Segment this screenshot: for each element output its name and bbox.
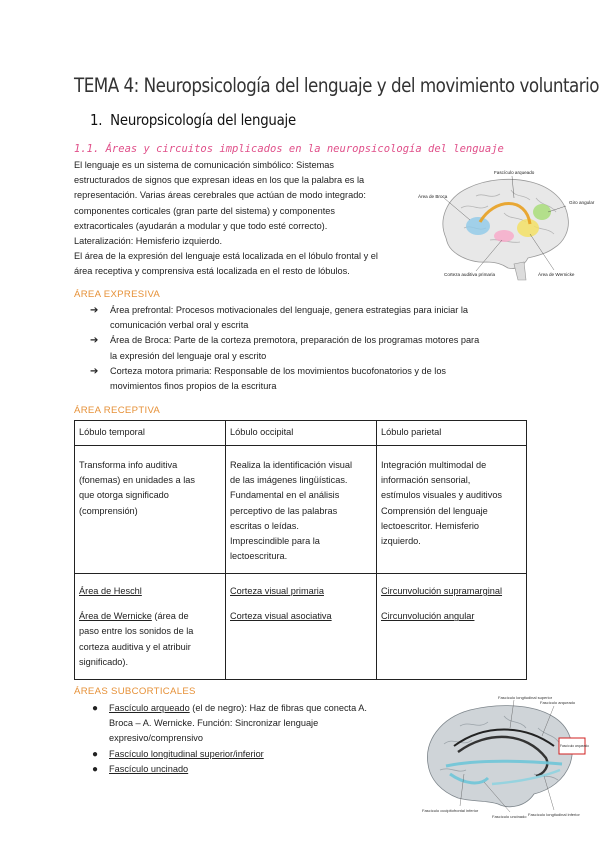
table-header-cell: Lóbulo temporal [75,421,226,446]
wernicke-link[interactable]: Área de Wernicke [79,611,152,622]
uncinate-link[interactable]: Fascículo uncinado [109,763,189,774]
expresiva-list [90,303,530,394]
table-cell [226,574,377,680]
arrow-icon: ➔ [90,335,99,347]
cell-line: Fundamental en el análisis [230,490,340,501]
list-item-text: la expresión del lenguaje oral y escrito [110,350,267,361]
intro-line: componentes corticales (gran parte del sistema) y componentes [74,205,335,216]
list-item [92,762,412,777]
intro-line: El área de la expresión del lenguaje está localizada en el lóbulo frontal y el [74,251,378,262]
table-row [75,421,527,446]
table-cell [75,446,226,574]
visual-primary-link[interactable]: Corteza visual primaria [230,586,324,596]
supramarginal-link[interactable]: Circunvolución supramarginal [381,586,503,596]
section-heading-receptiva: ÁREA RECEPTIVA [74,405,161,416]
cell-line: Comprensión del lenguaje [381,505,488,516]
intro-line: área receptiva y comprensiva está localizada en el resto de lóbulos. [74,266,350,277]
list-item-text: movimientos finos propios de la escritura [110,381,277,392]
list-item-text: comunicación verbal oral y escrita [110,320,249,331]
page-title: TEMA 4: Neuropsicología del lenguaje y del movimiento voluntario [74,74,600,97]
cell-line: Transforma info auditiva [79,460,178,470]
table-row [75,446,527,574]
intro-line: estructurados de signos que expresan ideas en los que la palabra es la [74,175,365,186]
cell-line: (fonemas) en unidades a las [79,475,195,486]
intro-line: Lateralización: Hemisferio izquierdo. [74,236,223,247]
list-item [90,364,530,394]
table-cell [377,574,527,680]
list-item-text: expresivo/comprensivo [109,733,203,744]
longitudinal-link[interactable]: Fascículo longitudinal superior/inferior [109,748,264,759]
cell-line: escritas o leídas. [230,520,299,531]
arcuate-link[interactable]: Fascículo arqueado [109,703,190,713]
label-fasciculus: Fascículo arqueado [494,170,535,175]
cell-line: estímulos visuales y auditivos [381,490,503,501]
label-bottom-left: Fascículo occipitofrontal inferior [422,808,479,813]
brain-outline [443,179,568,268]
list-item-text [109,701,412,716]
list-item-text-rest: (el de negro): Haz de fibras que conecta A. [189,703,367,713]
table-cell [377,446,527,574]
cell-line [79,609,221,624]
cell-line: lectoescritura. [230,551,288,562]
section-heading-expresiva: ÁREA EXPRESIVA [74,289,161,300]
cell-line: Integración multimodal de [381,460,487,470]
arrow-icon: ➔ [90,305,99,316]
brain-stem [514,262,526,280]
auditory-cortex [494,230,514,242]
list-item [90,333,530,363]
intro-line: El lenguaje es un sistema de comunicación simbólico: Sistemas [74,160,334,170]
brain-outline [427,706,572,807]
label-top: Fascículo longitudinal superior [498,695,553,700]
arrow-icon: ➔ [90,365,99,377]
subsection-heading: 1.1. Áreas y circuitos implicados en la neuropsicología del lenguaje [74,143,504,155]
table-header-cell: Lóbulo occipital [226,421,377,446]
angular-link[interactable]: Circunvolución angular [381,611,475,622]
table-header-cell: Lóbulo parietal [377,421,527,446]
label-auditory: Corteza auditiva primaria [444,272,496,277]
section-heading-subcorticales: ÁREAS SUBCORTICALES [74,686,196,697]
label-bottom-right: Fascículo longitudinal inferior [528,812,580,817]
cell-line: información sensorial, [381,475,471,486]
section-title: Neuropsicología del lenguaje [110,111,296,129]
bullet-icon: ● [92,763,99,775]
heschl-link[interactable]: Área de Heschl [79,586,142,596]
subcorticales-list [92,701,412,777]
bullet-icon: ● [92,703,99,714]
label-angular: Giro angular [569,200,595,205]
brain-language-areas-figure [416,168,595,283]
list-item [92,701,412,747]
table-cell [75,574,226,680]
cell-line: significado). [79,656,129,667]
bullet-icon: ● [92,748,99,760]
list-item [92,747,412,762]
cell-line: izquierdo. [381,536,421,547]
list-item-text: Área prefrontal: Procesos motivacionales del lenguaje, genera estrategias para iniciar la [110,305,469,315]
section-heading [90,111,296,129]
cell-line: lectoescritor. Hemisferio [381,520,480,531]
visual-associative-link[interactable]: Corteza visual asociativa [230,611,332,622]
table-row [75,574,527,680]
receptiva-table [74,420,527,680]
intro-line: representación. Varias áreas cerebrales que actúan de modo integrado: [74,190,366,201]
cell-text: (área de [151,611,189,622]
table-cell [226,446,377,574]
cell-line: de las imágenes lingüísticas. [230,475,348,486]
wernicke-area [517,219,539,237]
list-item [90,303,530,333]
list-item-text: Broca – A. Wernicke. Función: Sincronizar lenguaje [109,718,319,729]
cell-line: que otorga significado [79,490,169,501]
cell-line: perceptivo de las palabras [230,505,338,516]
cell-line: (comprensión) [79,505,138,516]
label-box: Fascículo arqueado [560,744,589,748]
label-bottom-mid: Fascículo uncinado [492,814,527,819]
cell-line: corteza auditiva y el atribuir [79,641,191,652]
label-broca: Área de Broca [418,194,448,199]
list-item-text: Área de Broca: Parte de la corteza premotora, preparación de los programas motores para [110,335,480,346]
label-wernicke: Área de Wernicke [538,272,575,277]
intro-paragraph [74,158,414,280]
section-number: 1. [90,111,103,129]
cell-line: Imprescindible para la [230,536,320,547]
intro-line: extracorticales (ayudarán a modular y que todo esté correcto). [74,220,328,231]
list-item-text: Corteza motora primaria: Responsable de los movimientos bucofonatorios y de los [110,365,447,376]
brain-fasciculi-figure [414,694,590,822]
cell-line: paso entre los sonidos de la [79,626,194,637]
cell-line: Realiza la identificación visual [230,460,353,470]
label-top-right: Fascículo arqueado [540,700,576,705]
